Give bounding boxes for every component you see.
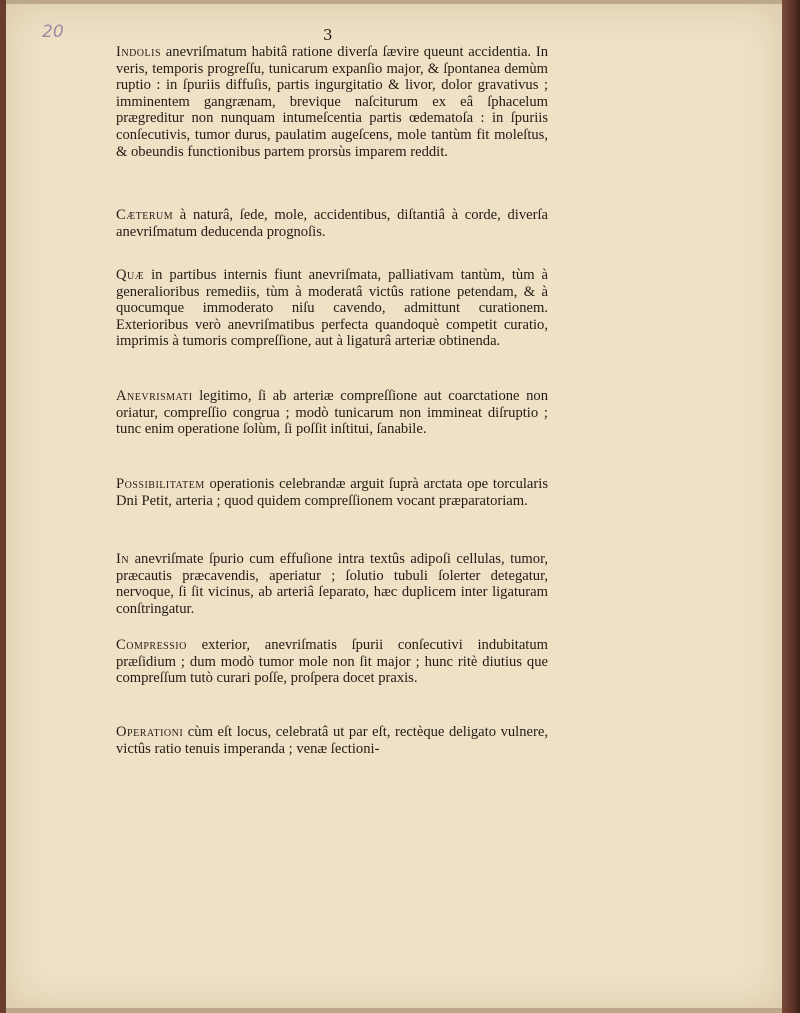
paragraph-text: operationis celebrandæ arguit ſuprà arctata ope torcularis Dni Petit, arteria ; quod quidem compreſſionem vocant præparatoriam. [116, 476, 548, 509]
paragraph-text: à naturâ, ſede, mole, accidentibus, diſtantiâ à corde, diverſa anevriſmatum deducenda prognoſis. [116, 207, 548, 240]
paragraph-text: anevriſmate ſpurio cum effuſione intra textûs adipoſi cellulas, tumor, præcautis præcavendis, aperiatur ; ſolutio tubuli ſolerter detegatur, nervoque, ſi ſit vicinus, ab arteriâ ſeparato, hæc duplicem inter ligaturam conſtringatur. [116, 551, 548, 617]
paragraph-text: exterior, anevriſmatis ſpurii conſecutivi indubitatum præſidium ; dum modò tumor mole non ſit major ; hunc ritè diutius que compreſſum tutò curari poſſe, proſpera docet praxis. [116, 637, 548, 687]
page-right-edge [782, 0, 800, 1013]
paragraph-8 [116, 724, 548, 757]
paragraph-lead: Anevrismati [116, 388, 193, 404]
paragraph-7 [116, 637, 548, 687]
paragraph-lead: In [116, 551, 130, 567]
paragraph-text: legitimo, ſi ab arteriæ compreſſione aut coarctatione non oriatur, compreſſio congrua ; modò tunicarum non immineat diſruptio ; tunc enim operatione ſolùm, ſi poſſit inſtitui, ſanabile. [116, 388, 548, 438]
margin-note: 20 [42, 22, 64, 42]
paragraph-lead: Quæ [116, 267, 145, 283]
paragraph-text: cùm eſt locus, celebratâ ut par eſt, rectèque deligato vulnere, victûs ratio tenuis imperanda ; venæ ſectioni- [116, 724, 548, 757]
paragraph-3 [116, 267, 548, 350]
paragraph-2 [116, 207, 548, 240]
paragraph-text: in partibus internis fiunt anevriſmata, palliativam tantùm, tùm à generalioribus remediis, tùm à moderatâ victûs ratione petendam, & à quocumque immoderato niſu cavendo, admittunt curationem. Exterioribus verò anevriſmatibus perfecta quandoquè competit curatio, imprimis à tumoris compreſſione, aut à ligaturâ arteriæ obtinenda. [116, 267, 548, 350]
document-page [6, 4, 782, 1008]
paragraph-lead: Possibilitatem [116, 476, 205, 492]
paragraph-lead: Cæterum [116, 207, 174, 223]
paragraph-6 [116, 551, 548, 617]
paragraph-lead: Indolis [116, 44, 162, 60]
paragraph-lead: Operationi [116, 724, 184, 740]
paragraph-4 [116, 388, 548, 438]
paragraph-text: anevriſmatum habitâ ratione diverſa ſævire queunt accidentia. In veris, temporis progreſſu, tunicarum expanſio major, & ſpontanea demùm ruptio : in ſpuriis diffuſis, partis ingurgitatio & livor, dolor gravativus ; imminentem gangrænam, brevique naſciturum ex eâ ſphacelum prægreditur non nunquam intumeſcentia partis œdematoſa : in ſpuriis conſecutivis, tumor durus, paulatim augeſcens, mole tantùm fit moleſtus, & obeundis functionibus partem prorsùs imparem reddit. [116, 44, 548, 160]
page-number: 3 [323, 26, 333, 44]
paragraph-lead: Compressio [116, 637, 187, 653]
paragraph-1 [116, 44, 548, 160]
paragraph-5 [116, 476, 548, 509]
